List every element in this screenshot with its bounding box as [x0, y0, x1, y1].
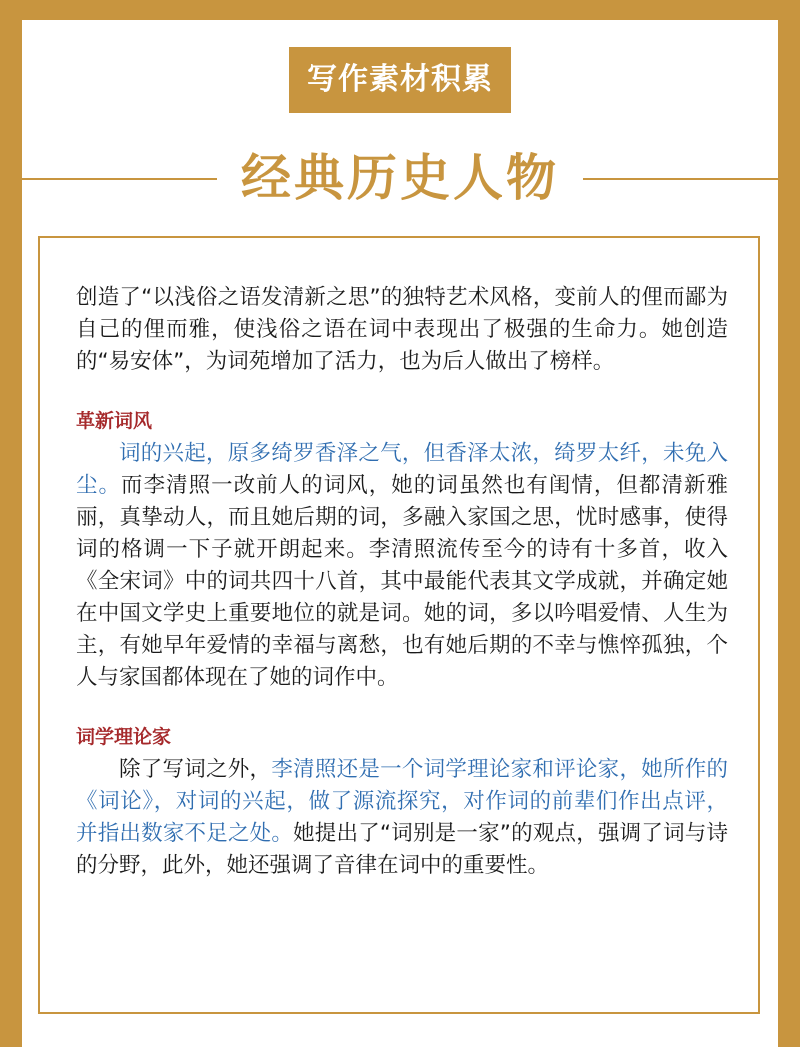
highlight-text: 李清照还是一个词学理论家和评论家，她所作的《词论》，对词的兴起，做了源流探究，对作词的前辈们作出点评，并指出数家不足之处。: [76, 757, 728, 846]
title-rule-right: [583, 178, 778, 180]
page-card: [22, 20, 778, 1047]
body-text: 她提出了“词别是一家”的观点，强调了词与诗的分野，此外，她还强调了音律在词中的重要性。: [76, 821, 728, 878]
page-title: 经典历史人物: [241, 149, 559, 207]
title-rule-left: [22, 178, 217, 180]
section-heading-theorist: 词学理论家: [76, 726, 172, 748]
section-paragraph-reform: [76, 438, 728, 694]
section-heading-reform: 革新词风: [76, 410, 153, 432]
section-paragraph-theorist: [76, 754, 728, 882]
category-tag: 写作素材积累: [289, 47, 511, 113]
highlight-text: 词的兴起，原多绮罗香泽之气，但香泽太浓，绮罗太纤，未免入尘。: [76, 441, 728, 498]
article-body: [76, 282, 728, 882]
content-frame: [38, 236, 760, 1014]
body-text: 除了写词之外，: [119, 757, 272, 782]
body-text: 而李清照一改前人的词风，她的词虽然也有闺情，但都清新雅丽，真挚动人，而且她后期的词，多融入家国之思，忧时感事，使得词的格调一下子就开朗起来。李清照流传至今的诗有十多首，收入《全宋词》中的词共四十八首，其中最能代表其文学成就，并确定她在中国文学史上重要地位的就是词。她的词，多以吟唱爱情、人生为主，有她早年爱情的幸福与离愁，也有她后期的不幸与憔悴孤独，个人与家国都体现在了她的词作中。: [76, 473, 728, 690]
intro-paragraph: 创造了“以浅俗之语发清新之思”的独特艺术风格，变前人的俚而鄙为自己的俚而雅，使浅俗之语在词中表现出了极强的生命力。她创造的“易安体”，为词苑增加了活力，也为后人做出了榜样。: [76, 285, 728, 374]
